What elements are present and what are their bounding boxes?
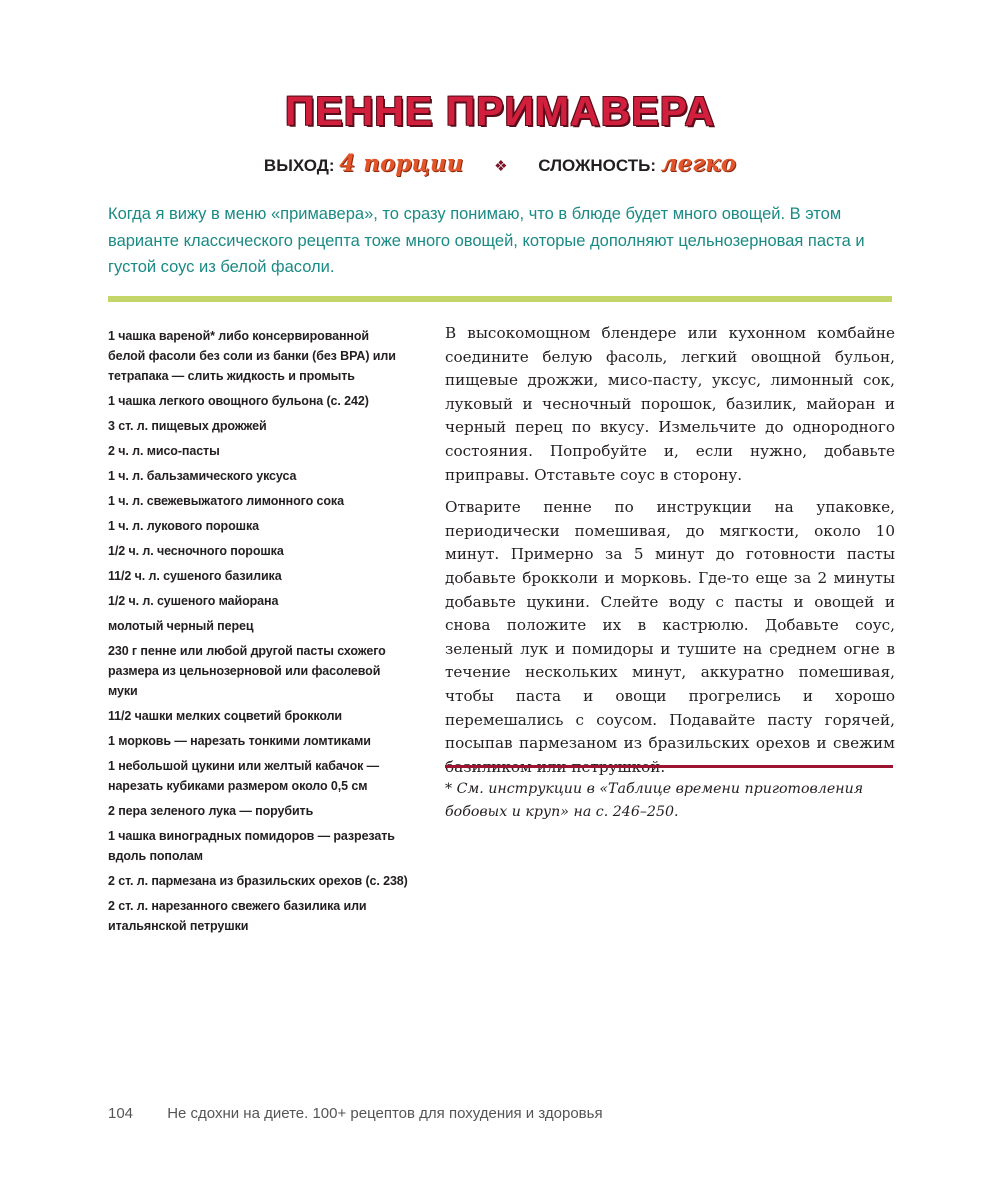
ingredient-item: 2 ч. л. мисо-пасты (108, 444, 220, 458)
recipe-steps (445, 322, 895, 788)
page-footer (108, 1105, 603, 1122)
difficulty-label: СЛОЖНОСТЬ: (538, 156, 657, 175)
footnote: * См. инструкции в «Таблице времени приготовления бобовых и круп» на с. 246–250. (445, 781, 864, 820)
ingredient-item: 1 чашка вареной* либо консервированной белой фасоли без соли из банки (без BPA) или тетрапака — слить жидкость и промыть (108, 329, 396, 383)
ingredient-item: 11/2 ч. л. сушеного базилика (108, 569, 282, 583)
diamond-separator-icon: ❖ (494, 158, 508, 175)
yield-value: 4 порции (339, 150, 464, 177)
ingredient-item: 1/2 ч. л. чесночного порошка (108, 544, 284, 558)
ingredients-list (108, 326, 408, 941)
ingredient-item: 2 пера зеленого лука — порубить (108, 804, 314, 818)
ingredient-item: 230 г пенне или любой другой пасты схожего размера из цельнозерновой или фасолевой муки (108, 644, 386, 698)
ingredient-item: 2 ст. л. нарезанного свежего базилика или итальянской петрушки (108, 899, 367, 933)
recipe-meta (0, 150, 1000, 177)
ingredient-item: 1 морковь — нарезать тонкими ломтиками (108, 734, 371, 748)
red-divider (445, 765, 893, 768)
difficulty-value: легко (660, 150, 737, 177)
step-paragraph: В высокомощном блендере или кухонном комбайне соедините белую фасоль, легкий овощной бульон, пищевые дрожжи, мисо-пасту, уксус, лимонный сок, луковый и чесночный порошок, базилик, майоран и черный перец по вкусу. Измельчите до однородного состояния. Попробуйте и, если нужно, добавьте приправы. Отставьте соус в сторону. (445, 324, 895, 484)
ingredient-item: 11/2 чашки мелких соцветий брокколи (108, 709, 342, 723)
book-title: Не сдохни на диете. 100+ рецептов для похудения и здоровья (167, 1105, 603, 1122)
ingredient-item: 1 небольшой цукини или желтый кабачок — нарезать кубиками размером около 0,5 см (108, 759, 380, 793)
recipe-title: ПЕННЕ ПРИМАВЕРА (284, 88, 716, 134)
ingredient-item: 2 ст. л. пармезана из бразильских орехов (с. 238) (108, 874, 408, 888)
recipe-intro: Когда я вижу в меню «примавера», то сразу понимаю, что в блюде будет много овощей. В этом варианте классического рецепта тоже много овощей, которые дополняют цельнозерновая паста и густой соус из белой фасоли. (108, 205, 865, 276)
ingredient-item: 3 ст. л. пищевых дрожжей (108, 419, 267, 433)
ingredient-item: 1 ч. л. лукового порошка (108, 519, 259, 533)
page-number: 104 (108, 1105, 134, 1122)
step-paragraph: Отварите пенне по инструкции на упаковке, периодически помешивая, до мягкости, около 10 минут. Примерно за 5 минут до готовности пасты добавьте брокколи и морковь. Где-то еще за 2 минуты добавьте цукини. Слейте воду с пасты и овощей и снова положите их в кастрюлю. Добавьте соус, зеленый лук и помидоры и тушите на среднем огне в течение нескольких минут, аккуратно помешивая, чтобы паста и овощи прогрелись и хорошо перемешались с соусом. Подавайте пасту горячей, посыпав пармезаном из бразильских орехов и свежим (445, 498, 895, 753)
ingredient-item: молотый черный перец (108, 619, 254, 633)
yield-label: ВЫХОД: (263, 156, 335, 175)
ingredient-item: 1 чашка легкого овощного бульона (с. 242) (108, 394, 369, 408)
green-divider (108, 296, 892, 302)
ingredient-item: 1/2 ч. л. сушеного майорана (108, 594, 279, 608)
ingredient-item: 1 ч. л. свежевыжатого лимонного сока (108, 494, 344, 508)
ingredient-item: 1 чашка виноградных помидоров — разрезать вдоль пополам (108, 829, 395, 863)
ingredient-item: 1 ч. л. бальзамического уксуса (108, 469, 297, 483)
